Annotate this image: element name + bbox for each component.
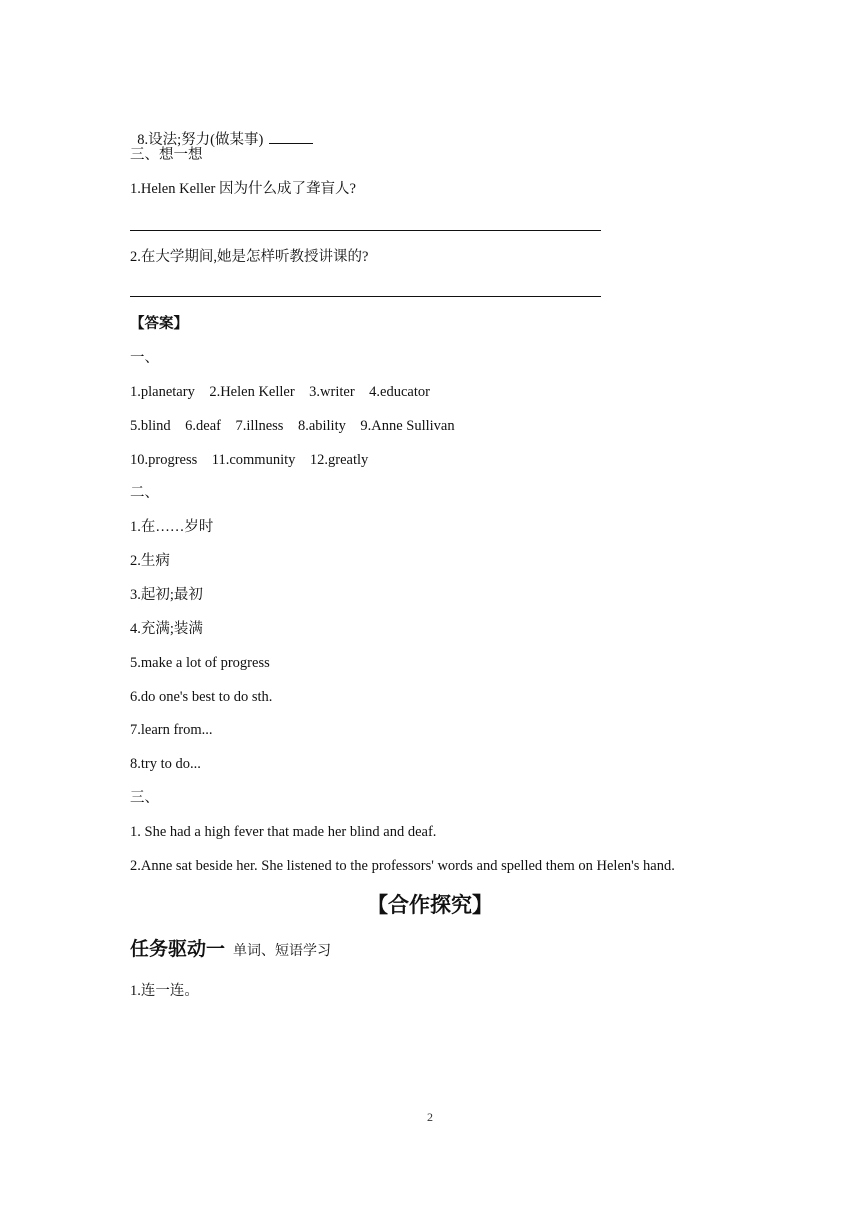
answers-heading: 【答案】 bbox=[130, 316, 188, 332]
answer-blank bbox=[269, 131, 313, 144]
part-3-line: 1. She had a high fever that made her blind and deaf. bbox=[130, 824, 437, 840]
question-8-text: 8.设法;努力(做某事) bbox=[137, 132, 264, 148]
task-item-1: 1.连一连。 bbox=[130, 983, 199, 999]
part-1-line: 10.progress 11.community 12.greatly bbox=[130, 452, 369, 468]
part-3-label: 三、 bbox=[130, 790, 159, 806]
part-3-line: 2.Anne sat beside her. She listened to the professors' words and spelled them on Helen's hand. bbox=[130, 858, 675, 874]
part-2-line: 2.生病 bbox=[130, 553, 170, 569]
part-2-line: 8.try to do... bbox=[130, 756, 201, 772]
part-1-line: 1.planetary 2.Helen Keller 3.writer 4.educator bbox=[130, 384, 430, 400]
question-1: 1.Helen Keller 因为什么成了聋盲人? bbox=[130, 181, 356, 197]
part-1-label: 一、 bbox=[130, 350, 159, 366]
task-heading bbox=[130, 937, 331, 963]
part-2-line: 4.充满;装满 bbox=[130, 621, 203, 637]
part-2-line: 5.make a lot of progress bbox=[130, 655, 270, 671]
part-2-line: 7.learn from... bbox=[130, 722, 213, 738]
section-3-title: 三、想一想 bbox=[130, 147, 203, 163]
part-2-line: 3.起初;最初 bbox=[130, 587, 203, 603]
answer-line-1 bbox=[130, 230, 601, 231]
part-1-line: 5.blind 6.deaf 7.illness 8.ability 9.Anne Sullivan bbox=[130, 418, 455, 434]
question-2: 2.在大学期间,她是怎样听教授讲课的? bbox=[130, 249, 369, 265]
task-heading-title: 任务驱动一 bbox=[130, 938, 226, 960]
part-2-label: 二、 bbox=[130, 485, 159, 501]
section-title: 【合作探究】 bbox=[367, 893, 493, 917]
answer-line-2 bbox=[130, 296, 601, 297]
part-2-line: 6.do one's best to do sth. bbox=[130, 689, 273, 705]
question-8 bbox=[130, 113, 313, 149]
part-2-line: 1.在……岁时 bbox=[130, 519, 214, 535]
page-number: 2 bbox=[427, 1110, 433, 1124]
task-subtitle: 单词、短语学习 bbox=[233, 943, 332, 959]
